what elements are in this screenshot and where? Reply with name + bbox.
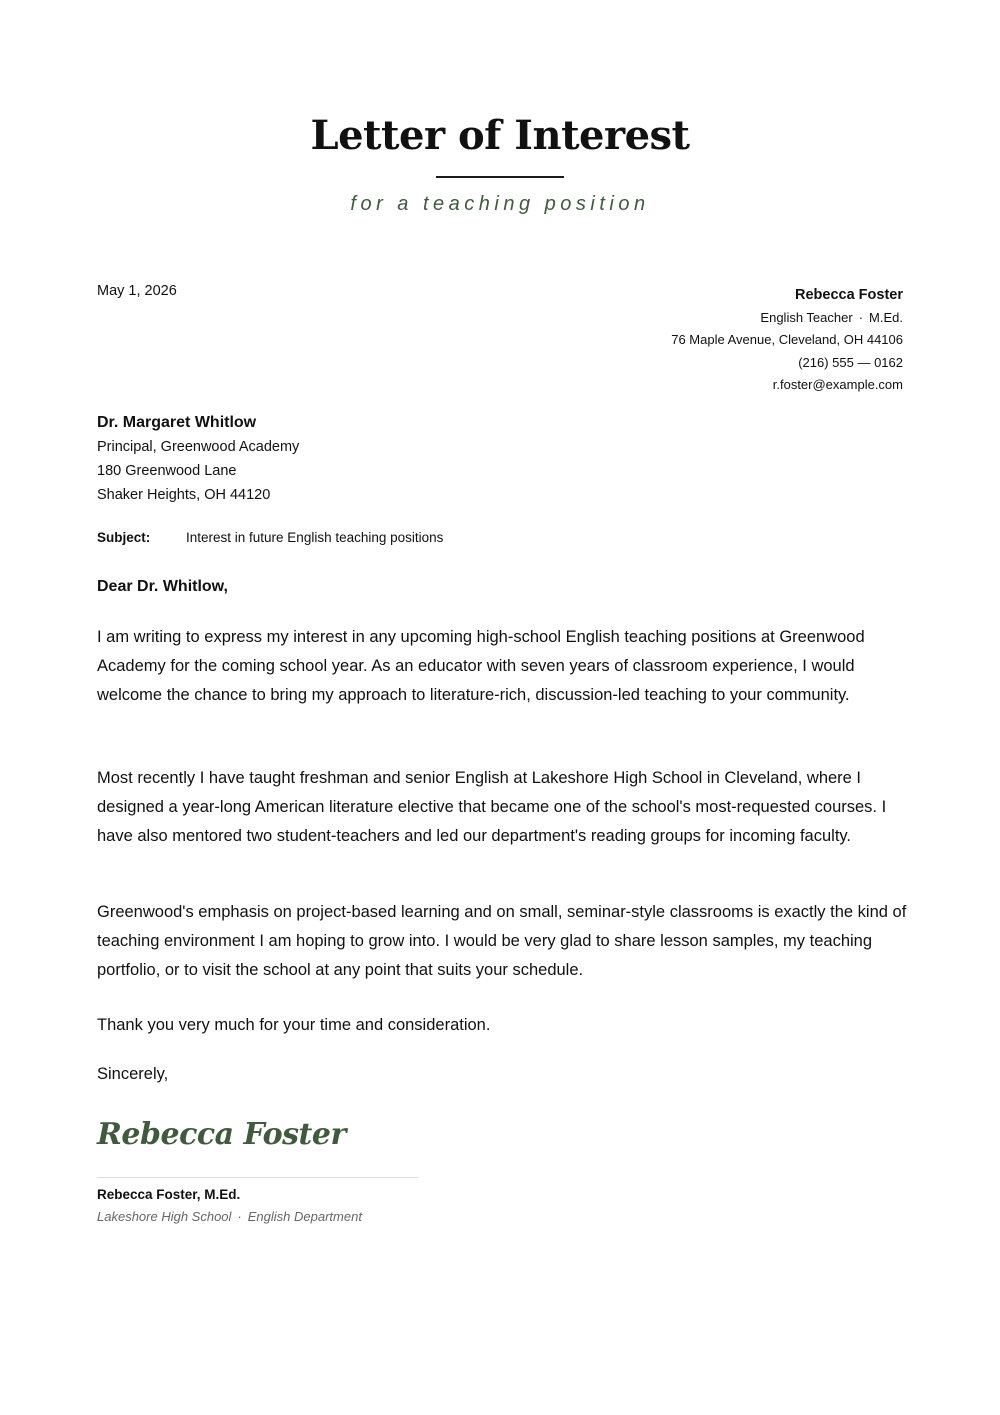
sender-address: 76 Maple Avenue, Cleveland, OH 44106 — [671, 332, 903, 347]
sender-role: English Teacher — [760, 309, 853, 325]
recipient-name: Dr. Margaret Whitlow — [97, 414, 257, 431]
recipient-city: Shaker Heights, OH 44120 — [97, 487, 271, 503]
title-divider — [436, 176, 564, 178]
subject-label: Subject: — [97, 530, 151, 545]
recipient-title: Principal, Greenwood Academy — [97, 439, 300, 455]
recipient-street: 180 Greenwood Lane — [97, 463, 237, 479]
subject-text: Interest in future English teaching positions — [186, 530, 444, 545]
body-paragraph-3: Greenwood's emphasis on project-based learning and on small, seminar-style classrooms is exactly the kind of teaching environment I am hoping to grow into. I would be very glad to share lesson samples, my teaching portfolio, or to visit the school at any point that suits your schedule. — [97, 903, 907, 979]
body-paragraph-2: Most recently I have taught freshman and senior English at Lakeshore High School in Cleveland, where I designed a year-long American literature elective that became one of the school's most-requested courses. I have also mentored two student-teachers and led our department's reading groups for incoming faculty. — [97, 769, 887, 845]
sender-name: Rebecca Foster — [795, 287, 903, 303]
sender-role-line — [671, 307, 903, 330]
sender-block — [671, 284, 903, 397]
recipient-block — [97, 411, 299, 507]
body-paragraph-1: I am writing to express my interest in any upcoming high-school English teaching positions at Greenwood Academy for the coming school year. As an educator with seven years of classroom experience, I would welcome the chance to bring my approach to literature-rich, discussion-led teaching to your community. — [97, 628, 865, 704]
signature-school: Lakeshore High School — [97, 1209, 232, 1224]
signoff: Sincerely, — [97, 1065, 169, 1083]
signature-department: English Department — [247, 1209, 362, 1224]
subject-line — [97, 530, 443, 545]
printed-name: Rebecca Foster, M.Ed. — [97, 1187, 241, 1202]
sender-degree: M.Ed. — [869, 309, 903, 325]
sender-separator: · — [858, 309, 864, 325]
signature: Rebecca Foster — [97, 1117, 346, 1152]
salutation: Dear Dr. Whitlow, — [97, 578, 228, 595]
signature-affiliation — [97, 1209, 362, 1224]
signature-divider — [97, 1177, 419, 1178]
signature-separator: · — [237, 1209, 242, 1224]
sender-phone: (216) 555 — 0162 — [798, 354, 903, 370]
letter-subtitle: for a teaching position — [350, 193, 650, 215]
sender-email: r.foster@example.com — [772, 377, 903, 392]
closing-thanks: Thank you very much for your time and consideration. — [97, 1016, 491, 1034]
letter-title: Letter of Interest — [310, 112, 690, 159]
letter-date: May 1, 2026 — [97, 283, 177, 299]
